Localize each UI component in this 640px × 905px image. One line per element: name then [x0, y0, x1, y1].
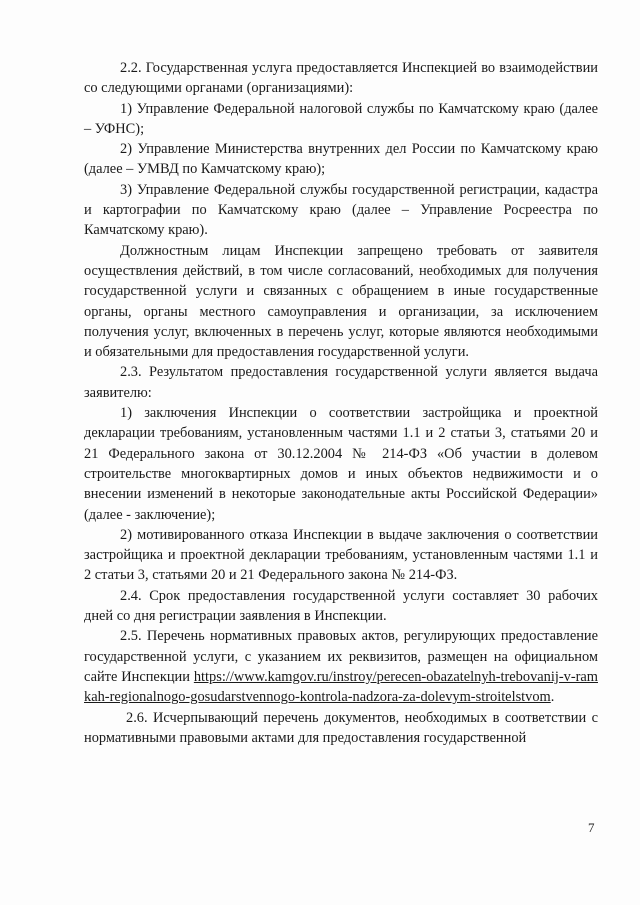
page-number: 7 [588, 820, 595, 835]
paragraph-2-2: 2.2. Государственная услуга предоставляется Инспекцией во взаимодействии со следующими органами (организациями): [84, 60, 598, 97]
paragraph-2-3: 2.3. Результатом предоставления государственной услуги является выдача заявителю: [84, 364, 598, 401]
paragraph-2-5-end: . [550, 689, 555, 706]
list-item-rosreestr: 3) Управление Федеральной службы государственной регистрации, кадастра и картографии по Камчатскому краю (далее – Управление Росреестра по Камчатскому краю). [84, 181, 598, 239]
list-item-conclusion: 1) заключения Инспекции о соответствии застройщика и проектной декларации требованиям, установленным частями 1.1 и 2 статьи 3, статьями 20 и 21 Федерального закона от 30.12.2004 № 214-ФЗ «Об участии в долевом строительстве многоквартирных домов и иных объектов недвижимости и о внесении изменений в некоторые законодательные акты Российской Федерации» (далее - заключение); [84, 405, 598, 523]
paragraph-2-6: 2.6. Исчерпывающий перечень документов, необходимых в соответствии с нормативными правовыми актами для предоставления государственной [84, 709, 598, 746]
document-body [84, 58, 598, 748]
paragraph-2-4: 2.4. Срок предоставления государственной услуги составляет 30 рабочих дней со дня регистрации заявления в Инспекции. [84, 587, 598, 625]
official-site-link[interactable]: https://www.kamgov.ru/instroy/perecen-obazatelnyh-trebovanij-v-ramkah-regionalnogo-gosudarstvennogo-kontrola-nadzora-za-dolevym-stroitelstvom [84, 668, 598, 706]
list-item-umvd: 2) Управление Министерства внутренних дел России по Камчатскому краю (далее – УМВД по Камчатскому краю); [84, 141, 598, 178]
paragraph-2-5-text: 2.5. Перечень нормативных правовых актов, регулирующих предоставление государственной услуги, с указанием их реквизитов, размещен на официальном сайте Инспекции [84, 628, 598, 685]
list-item-ufns: 1) Управление Федеральной налоговой службы по Камчатскому краю (далее – УФНС); [84, 100, 598, 137]
paragraph-2-5 [84, 626, 598, 707]
paragraph-prohibition: Должностным лицам Инспекции запрещено требовать от заявителя осуществления действий, в том числе согласований, необходимых для получения государственной услуги и связанных с обращением в иные государственные органы, органы местного самоуправления и организации, за исключением получения услуг, включенных в перечень услуг, которые являются необходимыми и обязательными для предоставления государственной услуги. [84, 242, 598, 361]
list-item-refusal: 2) мотивированного отказа Инспекции в выдаче заключения о соответствии застройщика и проектной декларации требованиям, установленным частями 1.1 и 2 статьи 3, статьями 20 и 21 Федерального закона № 214-ФЗ. [84, 526, 598, 584]
